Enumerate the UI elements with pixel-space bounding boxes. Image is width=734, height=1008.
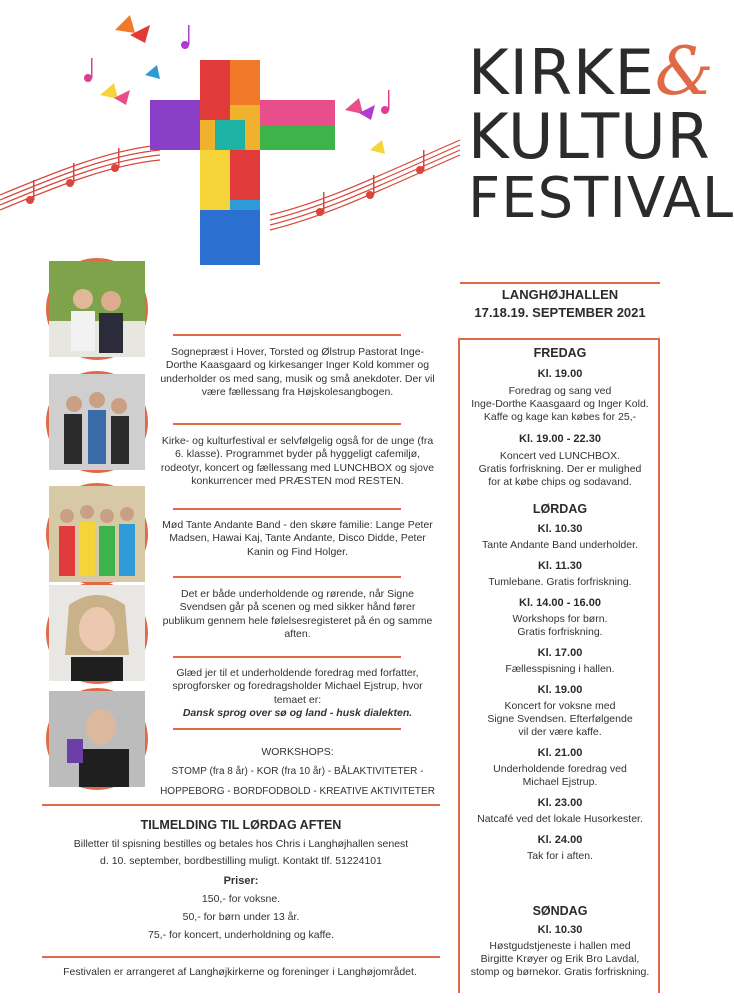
- event-desc: Kaffe og kage kan købes for 25,-: [483, 411, 637, 423]
- signup-top-rule: [42, 804, 440, 806]
- photo-singers: [46, 258, 148, 360]
- photo-lunchbox: [46, 371, 148, 473]
- event-desc: Inge-Dorthe Kaasgaard og Inger Kold.: [471, 398, 649, 410]
- workshops-heading: WORKSHOPS:: [261, 746, 334, 758]
- event-desc: Koncert ved LUNCHBOX.: [499, 450, 621, 462]
- paragraph-ejstrup: [160, 667, 435, 721]
- event-desc: Michael Ejstrup.: [522, 776, 598, 788]
- paragraph-tante-andante: Mød Tante Andante Band - den skøre familie: Lange Peter Madsen, Hawai Kaj, Tante Andante, Disco Didde, Peter Kanin og Find Holger.: [162, 519, 433, 558]
- divider: [173, 656, 401, 658]
- schedule-sondag: [460, 904, 660, 979]
- event-desc: Gratis forfriskning. Der er mulighed: [478, 463, 642, 475]
- event-time: Kl. 24.00: [537, 834, 583, 846]
- photo-signe-svendsen: [46, 582, 148, 684]
- event-time: Kl. 17.00: [537, 647, 583, 659]
- event-desc: for at købe chips og sodavand.: [488, 476, 632, 488]
- event-desc: stomp og børnekor. Gratis forfriskning.: [470, 966, 650, 978]
- event-desc: Birgitte Krøyer og Erik Bro Lavdal,: [480, 953, 640, 965]
- signup-heading: TILMELDING TIL LØRDAG AFTEN: [140, 818, 342, 832]
- signup-block: [42, 818, 440, 944]
- event-desc: Koncert for voksne med: [504, 700, 616, 712]
- divider: [173, 334, 401, 336]
- photo-michael-ejstrup: [46, 688, 148, 790]
- schedule-lordag: [460, 502, 660, 863]
- workshops-block: [160, 742, 435, 802]
- price-children: 50,- for børn under 13 år.: [182, 911, 300, 923]
- signup-line-2: d. 10. september, bordbestilling muligt. Kontakt tlf. 51224101: [100, 855, 382, 867]
- event-desc: Tak for i aften.: [527, 850, 593, 862]
- divider: [173, 728, 401, 730]
- schedule-fredag: [460, 346, 660, 489]
- event-desc: Fællesspisning i hallen.: [505, 663, 615, 675]
- event-desc: Tumlebane. Gratis forfriskning.: [488, 576, 632, 588]
- venue-top-rule: [460, 282, 660, 284]
- event-desc: Signe Svendsen. Efterfølgende: [487, 713, 633, 725]
- talk-theme: Dansk sprog over sø og land - husk dialekten.: [182, 707, 413, 720]
- event-time: Kl. 23.00: [537, 797, 583, 809]
- event-desc: Foredrag og sang ved: [508, 385, 612, 397]
- event-time: Kl. 14.00 - 16.00: [519, 597, 601, 609]
- event-desc: Gratis forfriskning.: [517, 626, 603, 638]
- schedule-top-rule: [458, 338, 660, 340]
- event-desc: Underholdende foredrag ved: [493, 763, 627, 775]
- divider: [173, 423, 401, 425]
- day-heading: SØNDAG: [532, 904, 588, 918]
- price-concert: 75,- for koncert, underholdning og kaffe.: [147, 929, 334, 941]
- event-desc: Workshops for børn.: [512, 613, 608, 625]
- paragraph-kaasgaard: Sognepræst i Hover, Torsted og Ølstrup Pastorat Inge-Dorthe Kaasgaard og kirkesanger Inger Kold kommer og underholder os med sang, musik og små anekdoter. Der vil være fællessang fra Højskolesangbogen.: [160, 346, 435, 399]
- workshops-line-1: STOMP (fra 8 år) - KOR (fra 10 år) - BÅLAKTIVITETER -: [171, 766, 424, 777]
- venue-block: [460, 286, 660, 322]
- festival-title: [468, 33, 734, 231]
- ejstrup-text: Glæd jer til et underholdende foredrag med forfatter, sprogforsker og foredragsholder Michael Ejstrup, hvor temaet er:: [172, 667, 423, 706]
- price-adults: 150,- for voksne.: [201, 893, 281, 905]
- event-time: Kl. 21.00: [537, 747, 583, 759]
- event-time: Kl. 19.00: [537, 684, 583, 696]
- prices-heading: Priser:: [223, 875, 259, 887]
- day-heading: LØRDAG: [532, 502, 588, 516]
- festival-dates: 17.18.19. SEPTEMBER 2021: [474, 305, 646, 320]
- divider: [173, 576, 401, 578]
- event-time: Kl. 19.00: [537, 368, 583, 380]
- event-time: Kl. 19.00 - 22.30: [519, 433, 601, 445]
- venue-name: LANGHØJHALLEN: [501, 287, 619, 302]
- title-line-kirke: KIRKE: [468, 36, 655, 109]
- paragraph-signe: Det er både underholdende og rørende, når Signe Svendsen går på scenen og med sikker hånd fører publikum gennem hele følelsesregisteret på én og samme aften.: [162, 588, 433, 641]
- footer-rule: [42, 956, 440, 958]
- paragraph-youth: Kirke- og kulturfestival er selvfølgelig også for de unge (fra 6. klasse). Programmet byder på hyggeligt cafemiljø, rodeotyr, koncert og fællessang med LUNCHBOX og sjove konkurrencer med PRÆSTEN mod RESTEN.: [160, 435, 435, 488]
- title-line-festival: FESTIVAL: [468, 166, 734, 231]
- signup-line-1: Billetter til spisning bestilles og betales hos Chris i Langhøjhallen senest: [73, 838, 409, 850]
- rainbow-cross: [150, 60, 335, 265]
- event-desc: Tante Andante Band underholder.: [482, 539, 638, 551]
- event-desc: Natcafé ved det lokale Husorkester.: [477, 813, 643, 825]
- workshops-line-2: HOPPEBORG - BORDFODBOLD - KREATIVE AKTIVITETER: [160, 786, 435, 797]
- title-line-kultur: KULTUR: [468, 100, 711, 173]
- event-desc: vil der være kaffe.: [518, 726, 602, 738]
- event-time: Kl. 10.30: [537, 924, 583, 936]
- photo-tante-andante: [46, 483, 148, 585]
- event-desc: Høstgudstjeneste i hallen med: [489, 940, 631, 952]
- event-time: Kl. 10.30: [537, 523, 583, 535]
- divider: [173, 508, 401, 510]
- hero-cross-artwork: [0, 0, 460, 270]
- footer-text: Festivalen er arrangeret af Langhøjkirkerne og foreninger i Langhøjområdet.: [63, 966, 417, 978]
- event-time: Kl. 11.30: [537, 560, 583, 572]
- title-ampersand: &: [654, 33, 715, 110]
- day-heading: FREDAG: [533, 346, 587, 360]
